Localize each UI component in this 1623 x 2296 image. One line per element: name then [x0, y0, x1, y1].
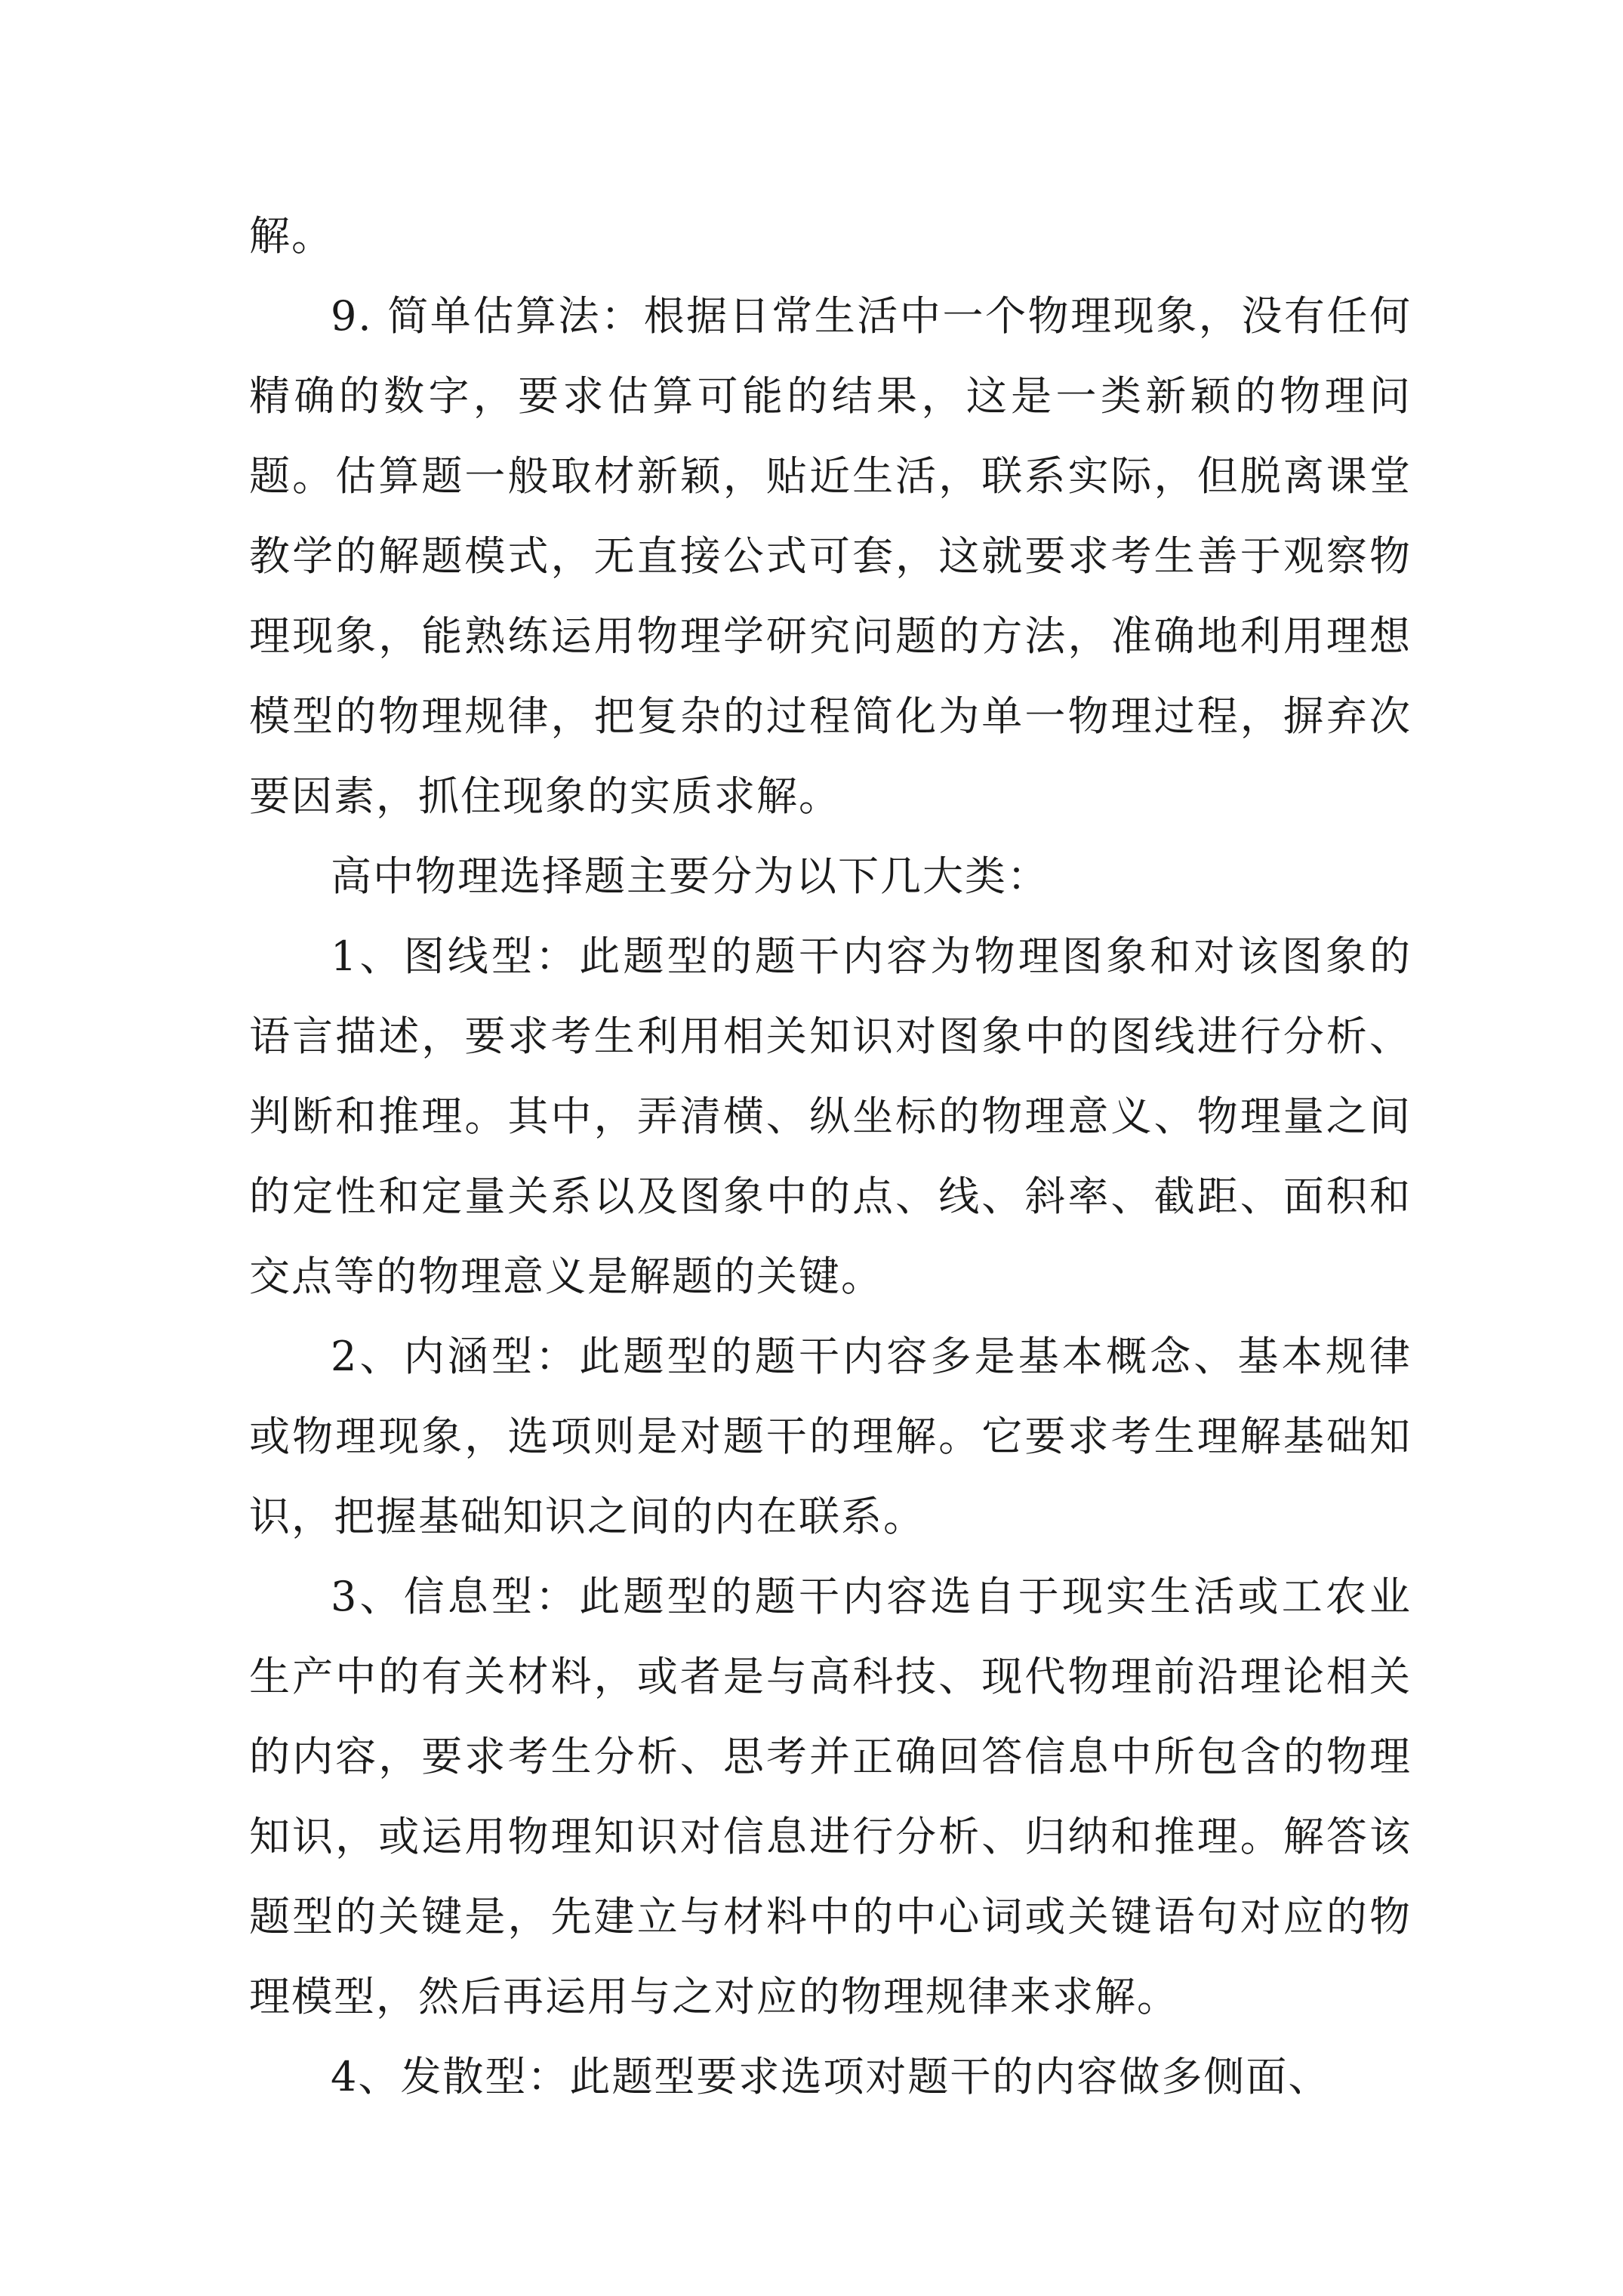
paragraph-connotation-type: 2、内涵型：此题型的题干内容多是基本概念、基本规律或物理现象，选项则是对题干的理解。它要求考生理解基础知识，把握基础知识之间的内在联系。 [249, 1333, 1412, 1540]
paragraph-information-type: 3、信息型：此题型的题干内容选自于现实生活或工农业生产中的有关材料，或者是与高科技、现代物理前沿理论相关的内容，要求考生分析、思考并正确回答信息中所包含的物理知识，或运用物理知识对信息进行分析、归纳和推理。解答该题型的关键是，先建立与材料中的中心词或关键语句对应的物理模型，然后再运用与之对应的物理规律来求解。 [249, 1573, 1412, 2020]
paragraph-estimation-method: 9. 简单估算法：根据日常生活中一个物理现象，没有任何精确的数字，要求估算可能的结果，这是一类新颖的物理问题。估算题一般取材新颖，贴近生活，联系实际，但脱离课堂教学的解题模式，无直接公式可套，这就要求考生善于观察物理现象，能熟练运用物理学研究问题的方法，准确地利用理想模型的物理规律，把复杂的过程简化为单一物理过程，摒弃次要因素，抓住现象的实质求解。 [249, 292, 1412, 820]
body-text [249, 196, 1412, 2117]
paragraph-continuation: 解。 [249, 212, 334, 260]
paragraph-graph-type: 1、图线型：此题型的题干内容为物理图象和对该图象的语言描述，要求考生利用相关知识对图象中的图线进行分析、判断和推理。其中，弄清横、纵坐标的物理意义、物理量之间的定性和定量关系以及图象中的点、线、斜率、截距、面积和交点等的物理意义是解题的关键。 [249, 932, 1412, 1300]
paragraph-question-types-intro: 高中物理选择题主要分为以下几大类： [331, 852, 1049, 900]
paragraph-divergent-type: 4、发散型：此题型要求选项对题干的内容做多侧面、 [331, 2053, 1331, 2100]
